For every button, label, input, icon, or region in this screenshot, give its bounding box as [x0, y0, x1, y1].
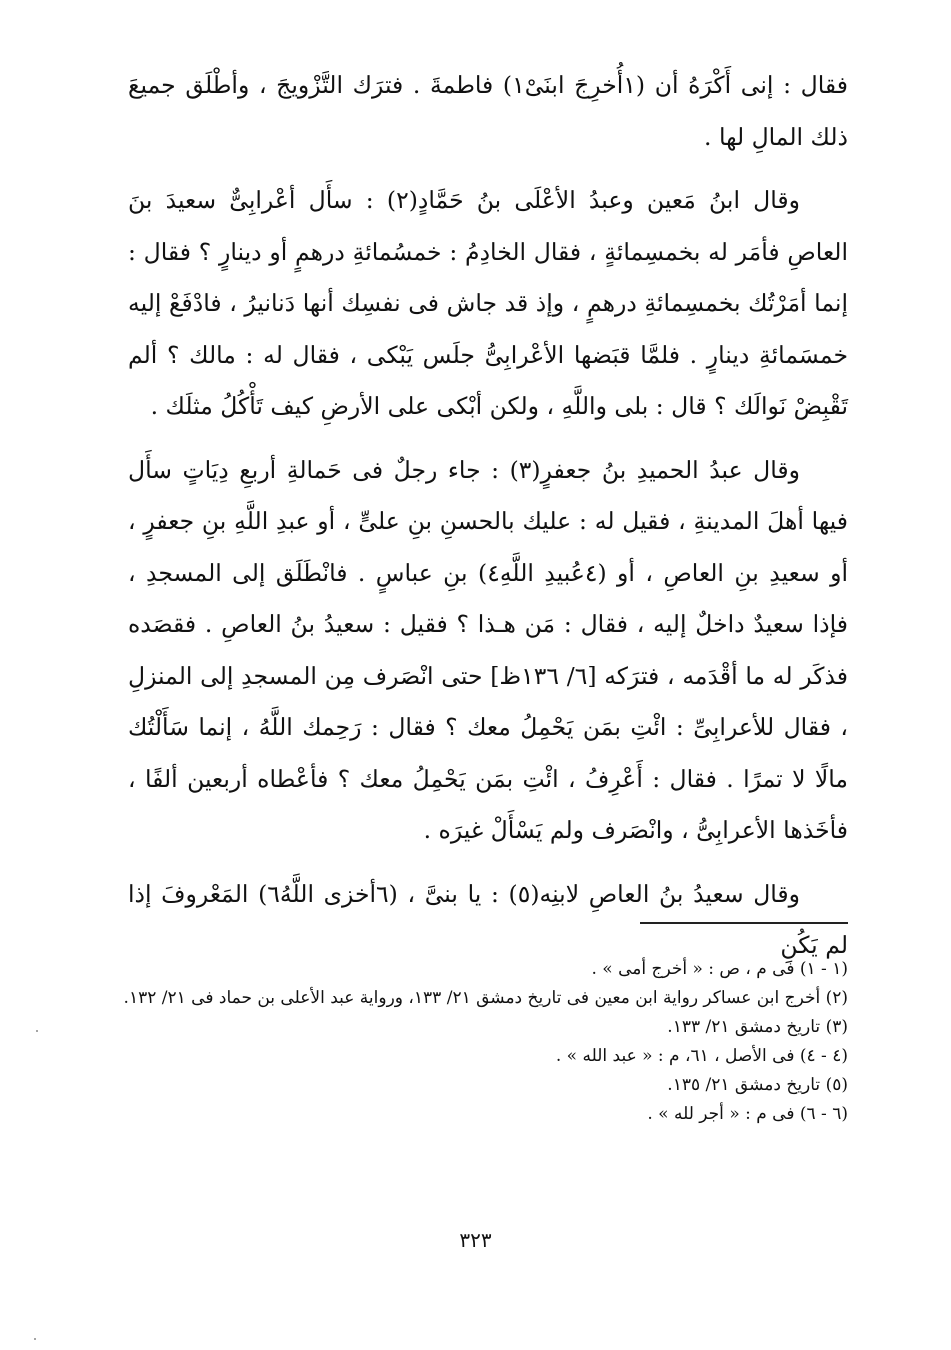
page-number: ٣٢٣ — [459, 1228, 492, 1252]
paragraph: وقال عبدُ الحميدِ بنُ جعفرٍ(٣) : جاء رجلٌ فى حَمالةِ أربعِ دِيَاتٍ سأَل فيها أهلَ المدينةِ ، فقيل له : عليك بالحسنِ بنِ علىٍّ ، أو عبدِ اللَّهِ بنِ جعفرٍ ، أو سعيدِ بنِ العاصِ ، أو (٤عُبيدِ اللَّهِ٤) بنِ عباسٍ . فانْطَلَق إلى المسجدِ ، فإذا سعيدٌ داخلٌ إليه ، فقال : مَن هـذا ؟ فقيل : سعيدُ بنُ العاصِ . فقصَده فذكَر له ما أقْدَمه ، فترَكه [٦/ ١٣٦ظ] حتى انْصَرف مِن المسجدِ إلى المنزلِ ، فقال للأعرابِىِّ : ائْتِ بمَن يَحْمِلُ معك ؟ فقال : رَحِمك اللَّهُ ، إنما سَأَلْتُك مالًا لا تمرًا . فقال : أَعْرِفُ ، ائْتِ بمَن يَحْمِلُ معك ؟ فأعْطاه أربعين ألفًا ، فأخَذها الأعرابِىُّ ، وانْصَرف ولم يَسْأَلْ غيرَه . — [128, 455, 849, 844]
footnote-separator — [640, 922, 848, 924]
scan-speck — [36, 1030, 38, 1032]
footnote: (٦ - ٦) فى م : « أجر لله » . — [647, 1104, 848, 1124]
footnote: (٤ - ٤) فى الأصل ، ٦١، م : « عبد الله » . — [555, 1046, 848, 1066]
main-text — [128, 60, 848, 972]
paragraph: وقال سعيدُ بنُ العاصِ لابنِه(٥) : يا بنىَّ ، (٦أخزى اللَّهُ٦) المَعْروفَ إذا لم يَكُنِ — [128, 879, 848, 959]
footnote: (١ - ١) فى م ، ص : « أخرج أمى » . — [591, 959, 848, 979]
footnote: (٣) تاريخ دمشق ٢١/ ١٣٣. — [667, 1017, 848, 1037]
paragraph: فقال : إنى أَكْرَهُ أن (١أُخرِجَ ابنَىْ١) فاطمةَ . فترَك التَّزْويجَ ، وأطْلَق جميعَ ذلك المالِ لها . — [128, 71, 848, 151]
footnote: (٢) أخرج ابن عساكر رواية ابن معين فى تاريخ دمشق ٢١/ ١٣٣، ورواية عبد الأعلى بن حماد فى ٢١/ ١٣٢. — [123, 988, 848, 1008]
footnotes — [120, 955, 848, 1129]
paragraph: وقال ابنُ مَعين وعبدُ الأعْلَى بنُ حَمَّادٍ(٢) : سأَل أعْرابِىٌّ سعيدَ بنَ العاصِ فأمَر له بخمسِمائةٍ ، فقال الخادِمُ : خمسُمائةِ درهمٍ أو دينارٍ ؟ فقال : إنما أمَرْتُك بخمسِمائةِ درهمٍ ، وإذ قد جاش فى نفسِك أنها دَنانيرُ ، فادْفَعْ إليه خمسَمائةِ دينارٍ . فلمَّا قبَضها الأعْرابِىُّ جلَس يَبْكى ، فقال له : مالك ؟ ألم تَقْبِضْ نَوالَك ؟ قال : بلى واللَّهِ ، ولكن أبْكى على الأرضِ كيف تَأْكُلُ مثلَك . — [128, 186, 848, 420]
footnote: (٥) تاريخ دمشق ٢١/ ١٣٥. — [667, 1075, 848, 1095]
scan-speck — [34, 1338, 36, 1340]
